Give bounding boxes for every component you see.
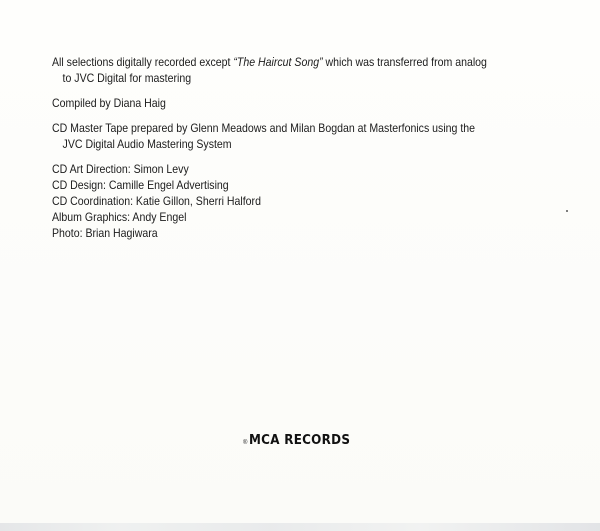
recording-note [52, 54, 492, 86]
paper-speck [566, 210, 568, 212]
registered-mark: ® [243, 439, 248, 446]
recording-note-end: which was transferred from analog to JVC Digital for mastering [62, 55, 487, 85]
credits-block [52, 54, 492, 250]
credits-list [52, 161, 492, 241]
credit-cd-design: CD Design: Camille Engel Advertising [52, 178, 229, 192]
recording-note-start: All selections digitally recorded except [52, 55, 234, 69]
label-name: MCA RECORDS [249, 432, 351, 448]
credit-album-graphics: Album Graphics: Andy Engel [52, 210, 187, 224]
mca-records-logo [243, 431, 373, 449]
song-title: “The Haircut Song” [233, 55, 323, 69]
credit-cd-coordination: CD Coordination: Katie Gillon, Sherri Halford [52, 194, 261, 208]
compiled-by: Compiled by Diana Haig [52, 96, 166, 110]
credit-photo: Photo: Brian Hagiwara [52, 226, 158, 240]
scan-edge [0, 523, 600, 531]
credit-art-direction: CD Art Direction: Simon Levy [52, 162, 189, 176]
master-tape-note: CD Master Tape prepared by Glenn Meadows and Milan Bogdan at Masterfonics using the JVC Digital Audio Mastering System [52, 121, 476, 151]
